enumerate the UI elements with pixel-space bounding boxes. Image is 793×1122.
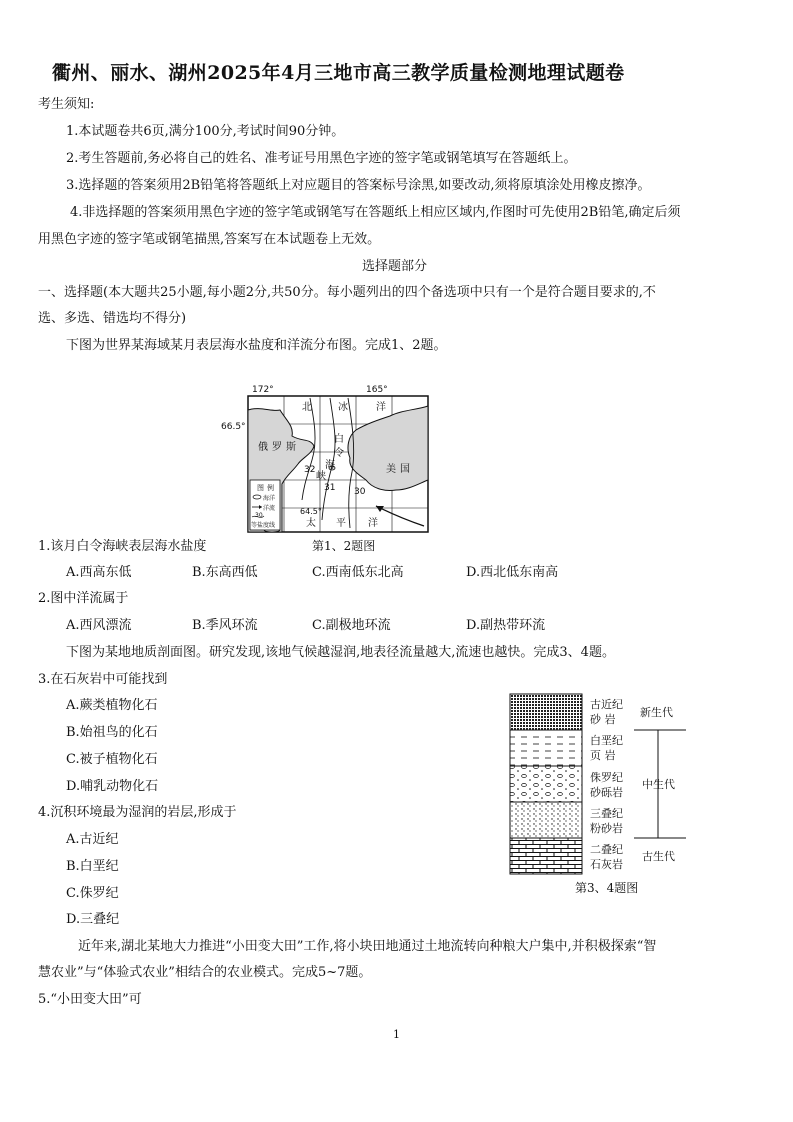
place-ping: 平 [336, 518, 346, 529]
place-bai: 白 [334, 434, 344, 445]
layer-1-period: 古近纪 [590, 698, 623, 711]
q1-stem: 1.该月白令海峡表层海水盐度 [38, 539, 207, 554]
era-cenozoic: 新生代 [640, 706, 673, 719]
place-guo: 国 [400, 464, 410, 475]
figure1-stem: 下图为世界某海域某月表层海水盐度和洋流分布图。完成1、2题。 [66, 338, 447, 353]
notice-4: 4.非选择题的答案须用黑色字迹的签字笔或钢笔写在答题纸上相应区域内,作图时可先使用2B铅笔,确定后须 [70, 205, 681, 220]
section-intro-line2: 选、多选、错选均不得分) [38, 311, 187, 326]
q1-option-a: A.西高东低 [66, 565, 132, 580]
layer-2-period: 白垩纪 [590, 734, 623, 747]
figure2-caption: 第3、4题图 [575, 881, 639, 895]
notice-3: 3.选择题的答案须用2B铅笔将答题纸上对应题目的答案标号涂黑,如要改动,须将原填涂处用橡皮擦净。 [66, 178, 651, 193]
geologic-column-diagram [508, 692, 708, 878]
layer-5-rock: 石灰岩 [590, 858, 623, 871]
q3-option-b: B.始祖鸟的化石 [66, 725, 158, 740]
q1-option-c: C.西南低东北高 [312, 565, 404, 580]
q4-option-c: C.侏罗纪 [66, 886, 119, 901]
place-north: 北 [302, 402, 312, 413]
page-number: 1 [393, 1028, 400, 1041]
lat-top-label: 66.5° [221, 422, 246, 432]
bering-strait-map [220, 380, 450, 540]
notice-1: 1.本试题卷共6页,满分100分,考试时间90分钟。 [66, 124, 345, 139]
isoline-31: 31 [324, 483, 336, 493]
q5-stem: 5.“小田变大田”可 [38, 992, 142, 1007]
notice-4-cont: 用黑色字迹的签字笔或钢笔描黑,答案写在本试题卷上无效。 [38, 232, 381, 247]
place-ocean: 洋 [376, 402, 386, 413]
lon-left-label: 172° [252, 385, 274, 395]
q2-option-c: C.副极地环流 [312, 618, 391, 633]
layer-3-rock: 砂砾岩 [590, 786, 623, 799]
place-e: 俄 [258, 442, 268, 453]
q4-stem: 4.沉积环境最为湿润的岩层,形成于 [38, 805, 237, 820]
isoline-30: 30 [354, 487, 366, 497]
layer-3-period: 侏罗纪 [590, 771, 623, 784]
figure1-caption: 第1、2题图 [312, 539, 376, 553]
layer-4-rock: 粉砂岩 [590, 822, 623, 835]
q4-option-d: D.三叠纪 [66, 912, 120, 927]
q1-option-d: D.西北低东南高 [466, 565, 559, 580]
q4-option-a: A.古近纪 [66, 832, 119, 847]
q3-option-c: C.被子植物化石 [66, 752, 158, 767]
place-si: 斯 [286, 442, 296, 453]
legend-ocean: 海洋 [263, 495, 276, 502]
section-intro-line1: 一、选择题(本大题共25小题,每小题2分,共50分。每小题列出的四个备选项中只有一个是符合题目要求的,不 [38, 285, 656, 300]
legend-isoline: 等盐度线 [251, 522, 276, 529]
layer-4-period: 三叠纪 [590, 807, 623, 820]
place-tai: 太 [306, 518, 316, 529]
notice-heading: 考生须知: [38, 97, 95, 112]
isoline-32: 32 [304, 465, 316, 475]
place-mei: 美 [386, 464, 396, 475]
section-title: 选择题部分 [362, 259, 428, 274]
lat-bottom-label: 64.5° [300, 507, 322, 516]
q3-stem: 3.在石灰岩中可能找到 [38, 672, 168, 687]
lon-right-label: 165° [366, 385, 388, 395]
q2-stem: 2.图中洋流属于 [38, 591, 129, 606]
layer-1-rock: 砂 岩 [590, 713, 616, 726]
layer-2-rock: 页 岩 [590, 749, 616, 762]
legend-title-2: 例 [267, 484, 274, 492]
era-mesozoic: 中生代 [642, 778, 675, 791]
legend-current: 洋流 [263, 505, 276, 512]
legend-isoline-value: 30 [255, 512, 263, 519]
q2-option-d: D.副热带环流 [466, 618, 546, 633]
passage3-line1: 近年来,湖北某地大力推进“小田变大田”工作,将小块田地通过土地流转向种粮大户集中,并积极探索“智 [78, 939, 657, 954]
passage3-line2: 慧农业”与“体验式农业”相结合的农业模式。完成5~7题。 [38, 965, 372, 980]
q3-option-d: D.哺乳动物化石 [66, 779, 159, 794]
q2-option-a: A.西风漂流 [66, 618, 132, 633]
place-ice: 冰 [338, 402, 348, 413]
page-title: 衢州、丽水、湖州2025年4月三地市高三教学质量检测地理试题卷 [52, 62, 625, 84]
place-hai: 海 [325, 460, 335, 471]
figure2-stem: 下图为某地地质剖面图。研究发现,该地气候越湿润,地表径流量越大,流速也越快。完成3、4题。 [66, 645, 615, 660]
era-paleozoic: 古生代 [642, 850, 675, 863]
notice-2: 2.考生答题前,务必将自己的姓名、准考证号用黑色字迹的签字笔或钢笔填写在答题纸上。 [66, 151, 577, 166]
place-yang: 洋 [368, 518, 378, 529]
legend-title-1: 图 [257, 484, 264, 492]
q4-option-b: B.白垩纪 [66, 859, 119, 874]
q1-option-b: B.东高西低 [192, 565, 258, 580]
place-luo: 罗 [272, 442, 282, 453]
q3-option-a: A.蕨类植物化石 [66, 698, 158, 713]
place-ling: 令 [334, 448, 344, 459]
layer-5-period: 二叠纪 [590, 843, 623, 856]
q2-option-b: B.季风环流 [192, 618, 258, 633]
place-xia: 峡 [316, 471, 326, 482]
